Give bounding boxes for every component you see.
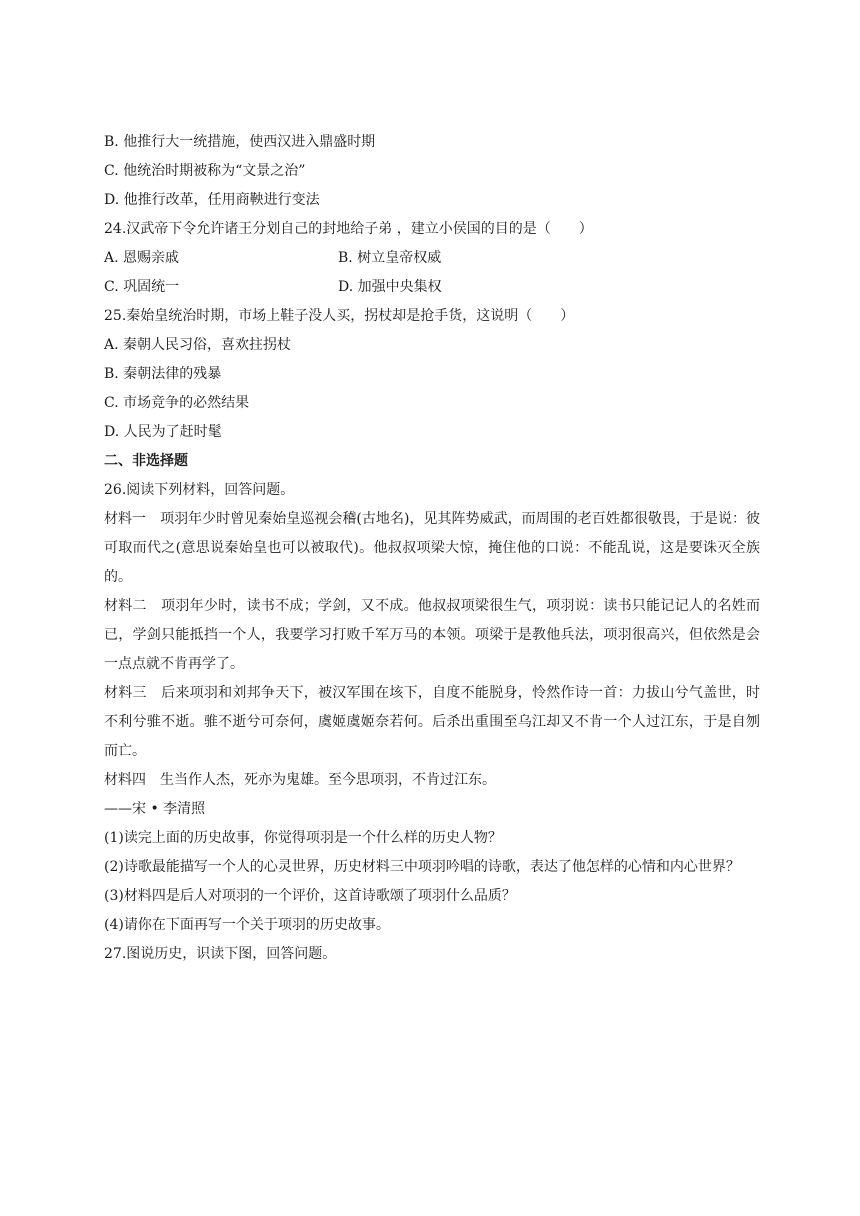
q26-material-4: 材料四 生当作人杰，死亦为鬼雄。至今思项羽，不肯过江东。 [104,772,496,788]
q23-option-d: D. 他推行改革，任用商鞅进行变法 [104,192,320,208]
q26-question-3: (3)材料四是后人对项羽的一个评价，这首诗歌颂了项羽什么品质？ [104,888,516,904]
q26-attribution: ——宋 • 李清照 [104,801,206,817]
q26-question-4: (4)请你在下面再写一个关于项羽的历史故事。 [104,917,390,933]
q24-option-b: B. 树立皇帝权威 [338,250,442,266]
q25-option-c: C. 市场竞争的必然结果 [104,395,250,411]
q26-material-2: 材料二 项羽年少时，读书不成；学剑，又不成。他叔叔项梁很生气，项羽说：读书只能记记人的名姓而已，学剑只能抵挡一个人，我要学习打败千军万马的本领。项梁于是教他兵法，项羽很高兴，但依然是会一点点就不肯再学了。 [104,598,760,672]
q24-option-d: D. 加强中央集权 [338,279,442,295]
q26-material-1: 材料一 项羽年少时曾见秦始皇巡视会稽(古地名)，见其阵势威武，而周围的老百姓都很敬畏，于是说：彼可取而代之(意思说秦始皇也可以被取代)。他叔叔项梁大惊，掩住他的口说：不能乱说，这是要诛灭全族的。 [104,511,760,585]
q23-option-b: B. 他推行大一统措施，使西汉进入鼎盛时期 [104,134,376,150]
q25-option-b: B. 秦朝法律的残暴 [104,366,222,382]
q26-question-1: (1)读完上面的历史故事，你觉得项羽是一个什么样的历史人物？ [104,830,502,846]
q26-stem: 26.阅读下列材料，回答问题。 [104,482,295,498]
q26-question-2: (2)诗歌最能描写一个人的心灵世界，历史材料三中项羽吟唱的诗歌，表达了他怎样的心情和内心世界？ [104,859,740,875]
q24-stem: 24.汉武帝下令允许诸王分划自己的封地给子弟 ，建立小侯国的目的是（ ） [104,221,593,237]
q27-stem: 27.图说历史，识读下图，回答问题。 [104,946,337,962]
q24-options-row-2 [104,273,760,302]
q23-option-c: C. 他统治时期被称为“文景之治” [104,163,306,179]
section-title-non-choice: 二、非选择题 [104,453,188,469]
q25-option-a: A. 秦朝人民习俗，喜欢拄拐杖 [104,337,292,353]
q24-option-c: C. 巩固统一 [104,279,180,295]
q24-option-a: A. 恩赐亲戚 [104,250,180,266]
q25-stem: 25.秦始皇统治时期，市场上鞋子没人买，拐杖却是抢手货，这说明（ ） [104,308,575,324]
q24-options-row-1 [104,244,760,273]
document-content [104,128,760,969]
q25-option-d: D. 人民为了赶时髦 [104,424,222,440]
q26-material-3: 材料三 后来项羽和刘邦争天下，被汉军围在垓下，自度不能脱身，怜然作诗一首：力拔山兮气盖世，时不利兮骓不逝。骓不逝兮可奈何，虞姬虞姬奈若何。后杀出重围至乌江却又不肯一个人过江东，于是自刎而亡。 [104,685,760,759]
